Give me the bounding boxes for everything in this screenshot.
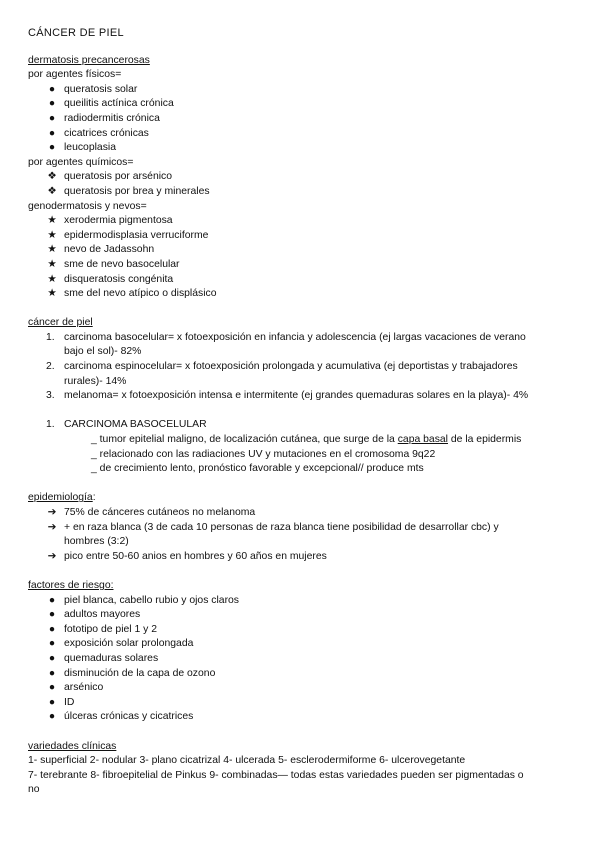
bullet-icon: ● xyxy=(48,711,56,723)
section-heading-factores: factores de riesgo: xyxy=(28,579,114,591)
list-item: ● ID xyxy=(28,696,570,711)
page-title: CÁNCER DE PIEL xyxy=(28,27,124,39)
list-item: ❖ queratosis por brea y minerales xyxy=(28,185,570,200)
star-bullet-icon: ★ xyxy=(47,244,57,256)
list-item: ★ xerodermia pigmentosa xyxy=(28,214,570,229)
bullet-icon: ● xyxy=(48,594,56,606)
list-item: ● quemaduras solares xyxy=(28,652,570,667)
arrow-right-icon: ➔ xyxy=(47,550,57,562)
list-item: ★ epidermodisplasia verruciforme xyxy=(28,229,570,244)
carcinoma-note: _ de crecimiento lento, pronóstico favorable y excepcional// produce mts xyxy=(91,463,424,475)
star-bullet-icon: ★ xyxy=(47,273,57,285)
list-item: ● úlceras crónicas y cicatrices xyxy=(28,710,570,725)
star-bullet-icon: ★ xyxy=(47,215,57,227)
list-item: ● piel blanca, cabello rubio y ojos claros xyxy=(28,594,570,609)
list-item: ➔ 75% de cánceres cutáneos no melanoma xyxy=(28,506,570,521)
carcinoma-note: _ tumor epitelial maligno, de localización cutánea, que surge de la capa basal de la epidermis xyxy=(91,434,522,446)
list-item: ● exposición solar prolongada xyxy=(28,637,570,652)
variedades-line: 7- terebrante 8- fibroepitelial de Pinkus 9- combinadas— todas estas variedades pueden ser pigmentadas o xyxy=(28,769,524,781)
group-label-quimicos: por agentes químicos= xyxy=(28,156,134,168)
bullet-icon: ● xyxy=(48,667,56,679)
list-item-continuation: rurales)- 14% xyxy=(64,375,127,387)
bullet-icon: ● xyxy=(48,609,56,621)
section-heading-variedades: variedades clínicas xyxy=(28,740,117,752)
list-item: ● arsénico xyxy=(28,681,570,696)
diamond-bullet-icon: ❖ xyxy=(47,185,57,197)
list-item: ● cicatrices crónicas xyxy=(28,127,570,142)
star-bullet-icon: ★ xyxy=(47,258,57,270)
star-bullet-icon: ★ xyxy=(47,288,57,300)
bullet-icon: ● xyxy=(48,98,56,110)
list-item: ● leucoplasia xyxy=(28,141,570,156)
arrow-right-icon: ➔ xyxy=(47,507,57,518)
bullet-icon: ● xyxy=(48,142,56,154)
list-item: ★ sme de nevo basocelular xyxy=(28,258,570,273)
list-item: ★ sme del nevo atípico o displásico xyxy=(28,287,570,302)
bullet-icon: ● xyxy=(48,638,56,650)
list-item-continuation: hombres (3:2) xyxy=(64,536,129,548)
arrow-right-icon: ➔ xyxy=(47,521,57,533)
list-item: 1. carcinoma basocelular= x fotoexposición en infancia y adolescencia (ej largas vacaciones de verano xyxy=(46,331,526,343)
group-label-fisicos: por agentes físicos= xyxy=(28,69,122,81)
bullet-icon: ● xyxy=(48,696,56,708)
list-item: ● adultos mayores xyxy=(28,608,570,623)
bullet-icon: ● xyxy=(48,83,56,95)
list-item: ● fototipo de piel 1 y 2 xyxy=(28,623,570,638)
list-item: 3. melanoma= x fotoexposición intensa e intermitente (ej grandes quemaduras solares en la playa)- 4% xyxy=(46,390,529,402)
list-item: 2. carcinoma espinocelular= x fotoexposición prolongada y acumulativa (ej deportistas y trabajadores xyxy=(46,361,518,373)
list-item: ● queilitis actínica crónica xyxy=(28,97,570,112)
carcinoma-note: _ relacionado con las radiaciones UV y mutaciones en el cromosoma 9q22 xyxy=(91,448,436,460)
diamond-bullet-icon: ❖ xyxy=(47,171,57,183)
bullet-icon: ● xyxy=(48,682,56,694)
list-item: ★ disqueratosis congénita xyxy=(28,273,570,288)
carcinoma-heading: 1. CARCINOMA BASOCELULAR xyxy=(46,419,207,431)
list-item: ● disminución de la capa de ozono xyxy=(28,667,570,682)
list-item: ➔ pico entre 50-60 anios en hombres y 60 años en mujeres xyxy=(28,550,570,565)
bullet-icon: ● xyxy=(48,112,56,124)
variedades-line: 1- superficial 2- nodular 3- plano cicatrizal 4- ulcerada 5- esclerodermiforme 6- ulcerovegetante xyxy=(28,755,466,767)
bullet-icon: ● xyxy=(48,623,56,635)
list-item: ● radiodermitis crónica xyxy=(28,112,570,127)
bullet-icon: ● xyxy=(48,652,56,664)
section-heading-dermatosis: dermatosis precancerosas xyxy=(28,54,150,66)
list-item: ● queratosis solar xyxy=(28,83,570,98)
list-item-continuation: bajo el sol)- 82% xyxy=(64,346,142,358)
list-item: ➔ + en raza blanca (3 de cada 10 personas de raza blanca tiene posibilidad de desarrollar cbc) y xyxy=(28,521,570,536)
group-label-genodermatosis: genodermatosis y nevos= xyxy=(28,200,147,212)
star-bullet-icon: ★ xyxy=(47,229,57,241)
list-item: ❖ queratosis por arsénico xyxy=(28,170,570,185)
section-heading-epidemiologia: epidemiología: xyxy=(28,492,96,504)
list-item: ★ nevo de Jadassohn xyxy=(28,243,570,258)
variedades-line: no xyxy=(28,784,40,796)
section-heading-cancer: cáncer de piel xyxy=(28,317,93,329)
bullet-icon: ● xyxy=(48,127,56,139)
